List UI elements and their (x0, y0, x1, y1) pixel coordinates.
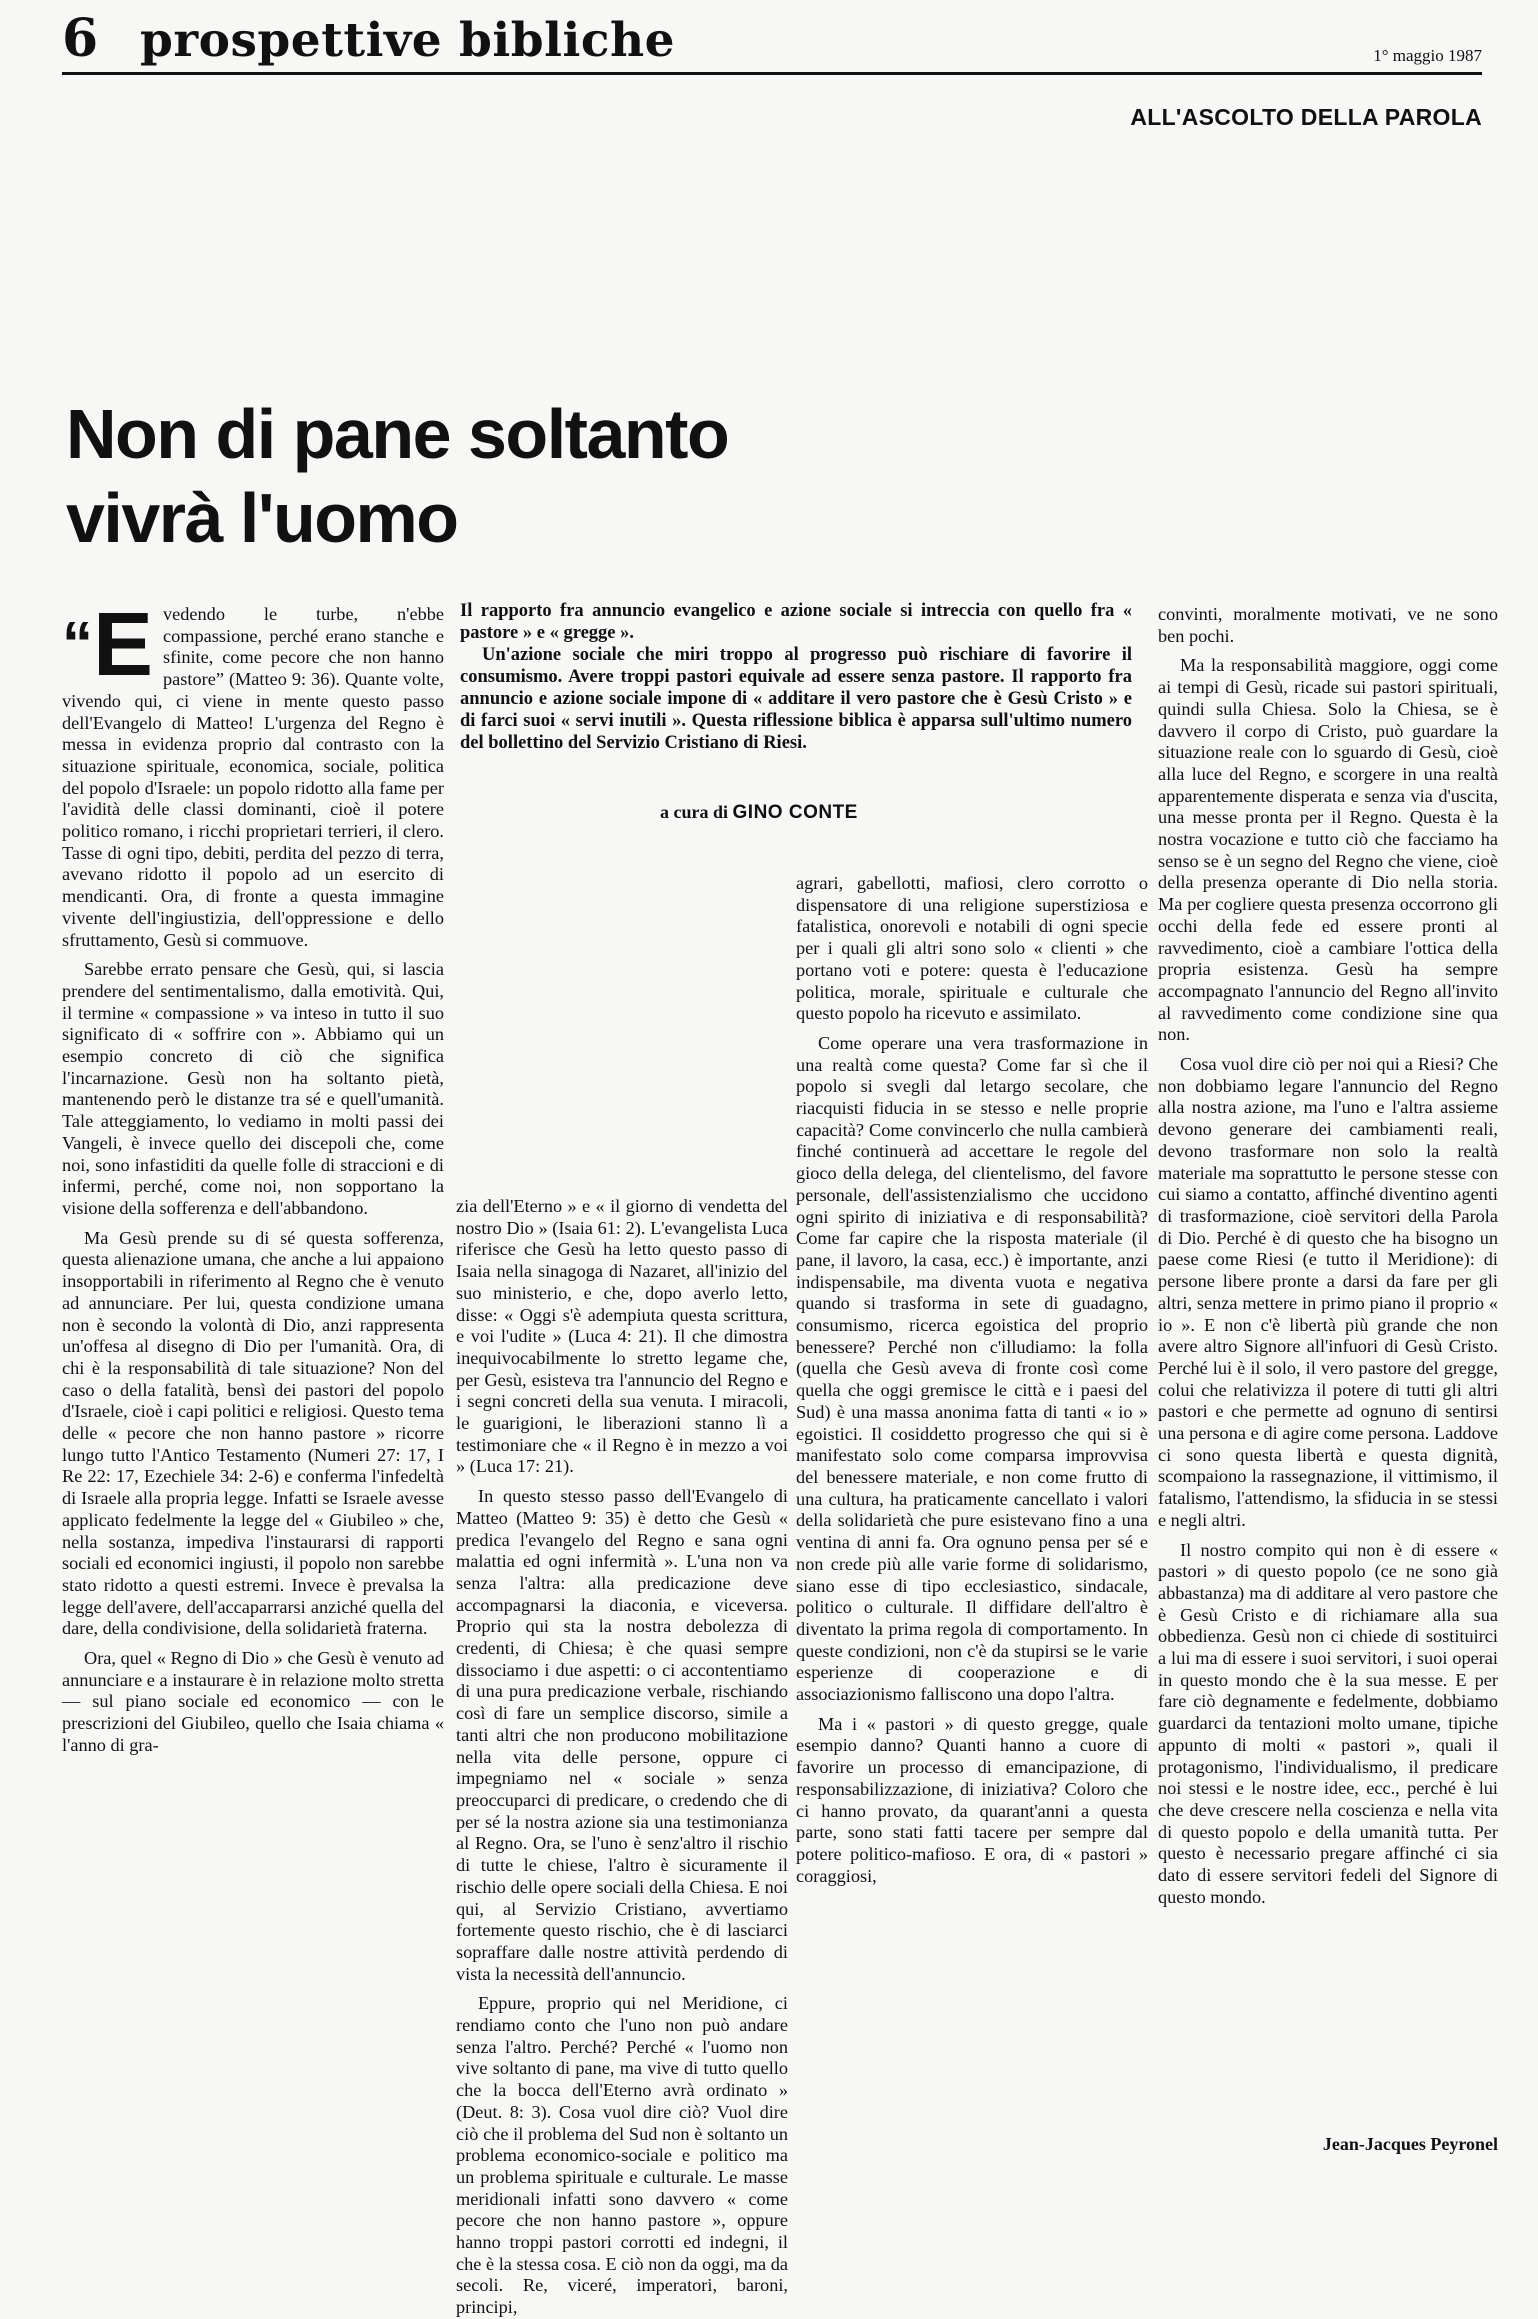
drop-cap-quote: “ (62, 610, 93, 679)
masthead-rule (62, 72, 1482, 75)
body-paragraph: In questo stesso passo dell'Evangelo di Matteo (Matteo 9: 35) è detto che Gesù « predica l'evangelo del Regno e sana ogni malattia ed ogni infermità ». L'una non va senza l'altra: alla predicazione deve accompagnarsi la diaconia, e viceversa. Proprio qui sta la nostra debolezza di credenti, di Chiesa; è che quasi sempre dissociamo i due aspetti: o ci accontentiamo di una pura predicazione verbale, rischiando così di fare un semplice discorso, simile a tanti altri che non producono mobilitazione nella vita delle persone, oppure ci impegniamo nel « sociale » senza preoccuparci di predicare, o credendo che di per sé la nostra azione sia una testimonianza al Regno. Ora, se l'uno è senz'altro il rischio di tutte le chiese, l'altro è sicuramente il rischio delle opere sociali della Chiesa. E noi qui, al Servizio Cristiano, avvertiamo fortemente questo rischio, che è di lasciarci sopraffare dalle nostre attività perdendo di vista la necessità dell'annuncio. (456, 1486, 788, 1984)
body-paragraph: Ma la responsabilità maggiore, oggi come ai tempi di Gesù, ricade sui pastori spirituali, quindi sulla Chiesa. Solo la Chiesa, se è davvero il corpo di Cristo, può guardare la situazione reale con lo sguardo di Gesù, cioè alla luce del Regno, e scorgere in una realtà apparentemente disperata e senza via d'uscita, una messe pronta per il Regno. Questa è la nostra vocazione e tutto ciò che facciamo ha senso se è un segno del Regno che viene, cioè della presenza operante di Dio nella storia. Ma per cogliere questa presenza occorrono gli occhi della fede ed essere pronti al ravvedimento, cioè a cambiare l'ottica della propria esistenza. Gesù ha sempre accompagnato l'annuncio del Regno all'invito al ravvedimento come condizione sine qua non. (1158, 655, 1498, 1045)
article-column-4 (1158, 604, 1498, 1908)
article-column-3 (796, 873, 1148, 1887)
body-paragraph: agrari, gabellotti, mafiosi, clero corrotto o dispensatore di una religione superstiziosa e fatalistica, onorevoli e notabili di ogni specie per i quali gli altri sono solo « clienti » che portano voti e potere: questa è l'educazione politica, morale, spirituale e culturale che questo popolo ha ricevuto e assimilato. (796, 873, 1148, 1024)
standfirst-paragraph: Un'azione sociale che miri troppo al progresso può rischiare di favorire il consumismo. Avere troppi pastori equivale ad essere senza pastore. Il rapporto fra annuncio e azione sociale impone di « additare il vero pastore che è Gesù Cristo » e di farci suoi « servi inutili ». Questa riflessione biblica è apparsa sull'ultimo numero del bollettino del Servizio Cristiano di Riesi. (460, 645, 1132, 753)
standfirst-paragraph: Il rapporto fra annuncio evangelico e azione sociale si intreccia con quello fra « pastore » e « gregge ». (460, 601, 1132, 643)
body-paragraph: zia dell'Eterno » e « il giorno di vendetta del nostro Dio » (Isaia 61: 2). L'evangelista Luca riferisce che Gesù ha letto questo passo di Isaia nella sinagoga di Nazaret, all'inizio del suo ministerio, e che, dopo averlo letto, disse: « Oggi s'è adempiuta questa scrittura, e voi l'udite » (Luca 4: 21). Il che dimostra inequivocabilmente lo stretto legame che, per Gesù, esisteva tra l'annuncio del Regno e i segni concreti della sua venuta. I miracoli, le guarigioni, le liberazioni stanno lì a testimoniare che « il Regno è in mezzo a voi » (Luca 17: 21). (456, 1196, 788, 1477)
byline-name: GINO CONTE (732, 802, 858, 823)
body-paragraph: Ma i « pastori » di questo gregge, quale esempio danno? Quanti hanno a cuore di favorire un processo di emancipazione, di responsabilizzazione, di iniziativa? Coloro che ci hanno provato, da quarant'anni a questa parte, sono stati fatti tacere per sempre dal potere politico-mafioso. E ora, di « pastori » coraggiosi, (796, 1713, 1148, 1886)
byline (660, 802, 858, 824)
body-paragraph: Il nostro compito qui non è di essere « pastori » di questo popolo (ce ne sono già abbastanza) ma di additare al vero pastore che è Gesù Cristo e di richiamare alla sua obbedienza. Gesù non ci chiede di sostituirci a lui ma di essere i suoi servitori, i suoi operai in questo mondo che è la sua messe. E per fare ciò degnamente e fedelmente, dobbiamo guardarci da tentazioni molto umane, tipiche appunto di molti « pastori », quali il protagonismo, l'individualismo, il predicare noi stessi e le nostre idee, ecc., perché è lui che deve crescere nella coscienza e nella vita di questo popolo e della umanità tutta. Per questo è necessario pregare affinché ci sia dato di essere servitori fedeli del Signore di questo mondo. (1158, 1539, 1498, 1907)
article-column-1 (62, 595, 444, 1757)
body-text: vedendo le turbe, n'ebbe compassione, perché erano stanche e sfinite, come pecore che non hanno pastore” (Matteo 9: 36). Quante volte, vivendo qui, ci viene in mente questo passo dell'Evangelo di Matteo! L'urgenza del Regno è messa in evidenza proprio dal contrasto con la situazione spirituale, economica, sociale, politica del popolo d'Israele: un popolo ridotto alla fame per l'avidità delle classi dominanti, cioè il potere politico romano, i ricchi proprietari terrieri, il clero. Tasse di ogni tipo, debiti, perdita del pezzo di terra, avevano ridotto il popolo ad un esercito di mendicanti. Ora, di fronte a questa immagine vivente dell'ingiustizia, dell'oppressione e dello sfruttamento, Gesù si commuove. (62, 604, 444, 950)
headline-line: vivrà l'uomo (66, 479, 458, 557)
body-paragraph: Come operare una vera trasformazione in una realtà come questa? Come far sì che il popolo si svegli dal letargo secolare, che riacquisti fiducia in se stesso e nelle proprie capacità? Come convincerlo che nulla cambierà finché continuerà ad accettare le regole del gioco della delega, del clientelismo, del favore personale, dell'assistenzialismo che uccidono ogni spirito di iniziativa e di responsabilità? Come far capire che la risposta materiale (il pane, il lavoro, la casa, ecc.) è importante, anzi indispensabile, ma diventa vuota e negativa quando si trasforma in sete di guadagno, consumismo, ricerca egoistica del proprio benessere? Perché non c'illudiamo: la folla (quella che Gesù aveva di fronte così come quella che oggi gremisce le città e i paesi del Sud) è una massa anonima fatta di tanti « io » egoistici. Il cosiddetto progresso che qui si è manifestato solo come comparsa improvvisa del benessere materiale, e non come frutto di una cultura, ha praticamente cancellato i valori della solidarietà che pure esistevano fino a una ventina di anni fa. Ora ognuno pensa per sé e non crede più alle varie forme di solidarismo, siano esse di tipo ecclesiastico, sindacale, politico o culturale. Il diffidare dell'altro è diventato la prima regola di comportamento. In queste condizioni, non c'è da stupirsi se le varie esperienze di cooperazione e di associazionismo falliscono una dopo l'altra. (796, 1032, 1148, 1705)
article-headline (66, 392, 966, 560)
article-standfirst (460, 600, 1132, 754)
body-paragraph (62, 595, 444, 951)
masthead (62, 8, 1482, 74)
headline-line: Non di pane soltanto (66, 395, 729, 473)
section-title: prospettive bibliche (140, 13, 676, 68)
section-kicker: ALL'ASCOLTO DELLA PAROLA (1130, 104, 1482, 130)
byline-prefix: a cura di (660, 802, 729, 822)
body-paragraph: Eppure, proprio qui nel Meridione, ci rendiamo conto che l'uno non può andare senza l'altro. Perché? Perché « l'uomo non vive soltanto di pane, ma vive di tutto quello che la bocca dell'Eterno avrà ordinato » (Deut. 8: 3). Cosa vuol dire ciò? Vuol dire ciò che il problema del Sud non è soltanto un problema economico-sociale e politico ma un problema spirituale e culturale. Le masse meridionali infatti sono davvero « come pecore che non hanno pastore », oppure hanno troppi pastori corrotti ed indegni, il che è la stessa cosa. E ciò non da oggi, ma da secoli. Re, viceré, imperatori, baroni, principi, (456, 1993, 788, 2318)
body-paragraph: convinti, moralmente motivati, ve ne sono ben pochi. (1158, 604, 1498, 646)
article-column-2 (456, 1196, 788, 2319)
body-paragraph: Cosa vuol dire ciò per noi qui a Riesi? Che non dobbiamo legare l'annuncio del Regno alla nostra azione, ma l'uno e l'altra assieme devono generare dei cambiamenti reali, devono trasformare non solo la realtà materiale ma soprattutto le persone stesse con cui siamo a contatto, affinché diventino agenti di trasformazione, cioè servitori della Parola di Dio. Perché è di questo che ha bisogno un paese come Riesi (e tutto il Meridione): di persone libere pronte a darsi da fare per gli altri, senza mettere in primo piano il proprio « io ». E non c'è libertà più grande che non avere altro Signore all'infuori di Gesù Cristo. Perché lui è il solo, il vero pastore del gregge, colui che relativizza il potere di tutti gli altri pastori e che permette ad ognuno di sentirsi una persona e di agire come persona. Laddove ci sono questa libertà e questa dignità, scompaiono la rassegnazione, il vittimismo, il fatalismo, l'attendismo, la sfiducia in se stessi e negli altri. (1158, 1054, 1498, 1530)
body-paragraph: Sarebbe errato pensare che Gesù, qui, si lascia prendere del sentimentalismo, dalla emotività. Qui, il termine « compassione » va inteso in tutto il suo significato di « soffrire con ». Abbiamo qui un esempio concreto di ciò che significa l'incarnazione. Gesù non ha soltanto pietà, mantenendo però le distanze tra sé e quell'umanità. Tale atteggiamento, lo vediamo in molti passi dei Vangeli, è invece quello dei discepoli che, come noi, sono infastiditi da quelle folle di straccioni e di infermi, perché, come noi, non sopportano la visione della sofferenza e dell'abbandono. (62, 959, 444, 1218)
issue-date: 1° maggio 1987 (1373, 46, 1482, 65)
drop-cap (62, 595, 154, 695)
body-paragraph: Ora, quel « Regno di Dio » che Gesù è venuto ad annunciare e a instaurare è in relazione molto stretta — sul piano sociale ed economico — con le prescrizioni del Giubileo, quello che Isaia chiama « l'anno di gra- (62, 1648, 444, 1755)
page-number: 6 (62, 8, 99, 69)
author-signature: Jean-Jacques Peyronel (1322, 2134, 1498, 2154)
body-paragraph: Ma Gesù prende su di sé questa sofferenza, questa alienazione umana, che anche a lui appaiono insopportabili in riferimento al Regno che è venuto ad annunciare. Per lui, questa condizione umana non è secondo la volontà di Dio, anzi rappresenta un'offesa al disegno di Dio per l'umanità. Ora, di chi è la responsabilità di tale situazione? Non del caso o della fatalità, bensì dei pastori del popolo d'Israele, cioè i capi politici e religiosi. Questo tema delle « pecore che non hanno pastore » ricorre lungo tutto l'Antico Testamento (Numeri 27: 17, I Re 22: 17, Ezechiele 34: 2-6) e conferma l'infedeltà di Israele alla propria legge. Infatti se Israele avesse applicato fedelmente la legge del « Giubileo » che, nella sostanza, impediva l'instaurarsi di rapporti sociali ed economici ingiusti, il popolo non sarebbe stato ridotto a questi estremi. Invece è prevalsa la legge dell'avere, dell'accaparrarsi anziché quella del dare, della condivisione, della solidarietà fraterna. (62, 1227, 444, 1639)
drop-cap-letter: E (93, 595, 154, 695)
